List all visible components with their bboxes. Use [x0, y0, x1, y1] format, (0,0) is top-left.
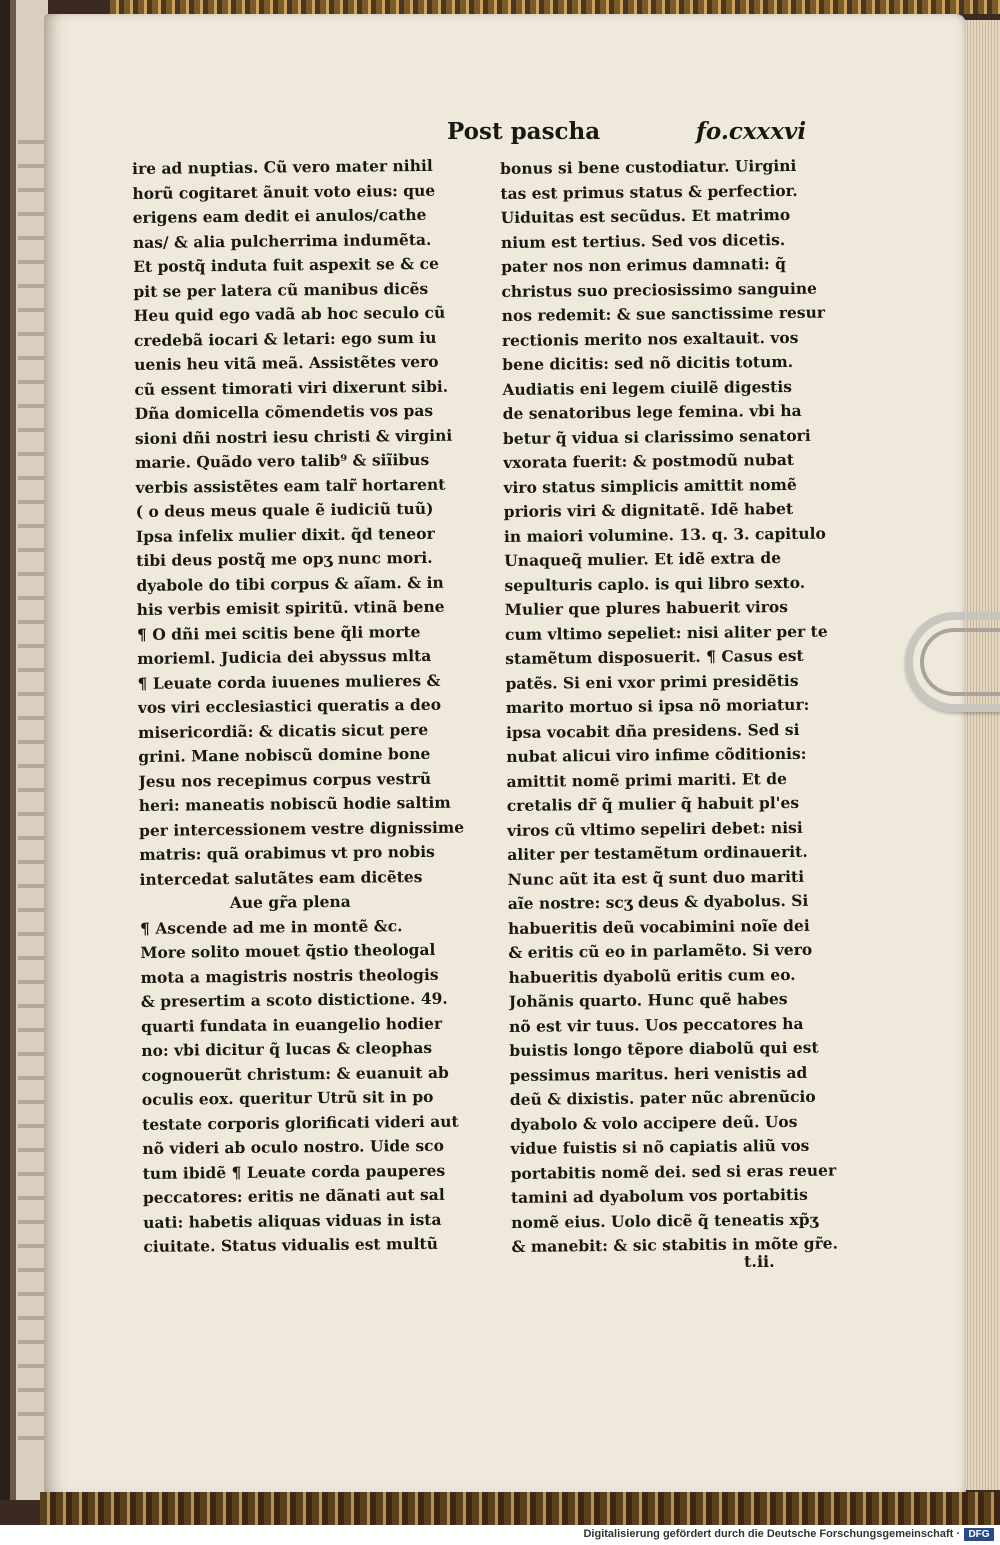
- text-line: tibi deus postq̃ me opʒ nunc mori.: [136, 547, 433, 570]
- text-line: ¶ Ascende ad me in montẽ &c.: [139, 915, 403, 938]
- text-line: betur q̃ vidua si clarissimo senatori: [502, 425, 811, 448]
- text-line: cũ essent timorati viri dixerunt sibi.: [134, 376, 449, 399]
- text-line: Jesu nos recepimus corpus vestrũ: [138, 768, 432, 791]
- text-line: ipsa vocabit dña presidens. Sed si: [505, 719, 800, 742]
- text-line: cretalis dr̃ q̃ mulier q̃ habuit pl'es: [506, 792, 800, 815]
- text-line: morieml. Judicia dei abyssus mlta: [137, 645, 432, 668]
- text-line: quarti fundata in euangelio hodier: [141, 1013, 443, 1036]
- text-line: Et postq̃ induta fuit aspexit se & ce: [133, 253, 439, 276]
- text-line: christus suo preciosissimo sanguine: [501, 278, 818, 301]
- text-line: dyabolo & volo accipere deũ. Uos: [510, 1111, 798, 1134]
- text-line: Mulier que plures habuerit viros: [504, 597, 788, 619]
- text-line: vxorata fuerit: & postmodũ nubat: [503, 449, 795, 472]
- text-line: vos viri ecclesiastici queratis a deo: [137, 694, 442, 717]
- text-line: heri: maneatis nobiscũ hodie saltim: [138, 792, 451, 815]
- text-line: erigens eam dedit ei anulos/cathe: [132, 204, 427, 227]
- text-line: Aue gr̃a plena: [229, 891, 351, 913]
- text-line: vidue fuistis si nõ capiatis aliũ vos: [510, 1135, 810, 1158]
- text-line: & presertim a scoto distictione. 49.: [140, 988, 448, 1011]
- text-line: pater nos non erimus damnati: q̃: [501, 254, 787, 276]
- text-line: intercedat salutãtes eam dicẽtes: [139, 866, 423, 889]
- text-line: Uiduitas est secũdus. Et matrimo: [500, 204, 791, 227]
- text-line: matris: quã orabimus vt pro nobis: [139, 841, 435, 864]
- text-line: sepulturis caplo. is qui libro sexto.: [504, 572, 806, 595]
- text-line: uati: habetis aliquas viduas in ista: [143, 1209, 442, 1232]
- text-line: buistis longo tẽpore diabolũ qui est: [509, 1037, 819, 1060]
- text-line: nas/ & alia pulcherrima indumẽta.: [132, 229, 432, 252]
- text-line: prioris viri & dignitatẽ. Idẽ habet: [503, 498, 794, 521]
- footer-bar: [0, 1525, 1000, 1545]
- text-line: Nunc aũt ita est q̃ sunt duo mariti: [507, 866, 805, 889]
- text-line: patẽs. Si eni vxor primi presidẽtis: [505, 670, 799, 693]
- text-line: Ipsa infelix mulier dixit. q̃d teneor: [135, 523, 435, 546]
- text-line: cum vltimo sepeliet: nisi aliter per te: [504, 621, 828, 644]
- text-line: grini. Mane nobiscũ domine bone: [138, 743, 431, 766]
- text-line: nium est tertius. Sed vos dicetis.: [500, 229, 786, 252]
- text-line: oculis eox. queritur Utrũ sit in po: [141, 1086, 434, 1109]
- text-line: marie. Quãdo vero talib⁹ & siĩibus: [135, 449, 430, 472]
- text-line: rectionis merito nos exaltauit. vos: [501, 327, 799, 350]
- text-line: de senatoribus lege femina. vbi ha: [502, 400, 802, 423]
- text-line: peccatores: eritis ne dãnati aut sal: [142, 1184, 445, 1207]
- text-line: More solito mouet q̃stio theologal: [140, 939, 436, 962]
- text-line: no: vbi dicitur q̃ lucas & cleophas: [141, 1037, 433, 1060]
- text-line: viros cũ vltimo sepeliri debet: nisi: [506, 817, 803, 840]
- text-line: uenis heu vitã meã. Assistẽtes vero: [134, 351, 439, 374]
- text-line: nomẽ eius. Uolo dicẽ q̃ teneatis xp̃ʒ: [511, 1209, 819, 1232]
- footer-credit: Digitalisierung gefördert durch die Deutsche Forschungsgemeinschaft ·: [583, 1528, 960, 1540]
- text-column-left: [132, 153, 499, 1259]
- text-line: tas est primus status & perfectior.: [500, 180, 798, 203]
- text-line: Unaqueq̃ mulier. Et idẽ extra de: [504, 548, 782, 570]
- text-line: Dña domicella cõmendetis vos pas: [134, 400, 434, 423]
- text-line: deũ & dixistis. pater nũc abrenũcio: [509, 1086, 816, 1109]
- text-line: pessimus maritus. heri venistis ad: [509, 1062, 808, 1085]
- text-line: nõ videri ab oculo nostro. Uide sco: [142, 1135, 444, 1158]
- text-line: tum ibidẽ ¶ Leuate corda pauperes: [142, 1160, 446, 1183]
- text-line: ciuitate. Status vidualis est multũ: [143, 1233, 439, 1256]
- text-line: stamẽtum disposuerit. ¶ Casus est: [505, 645, 804, 668]
- book-page: [44, 14, 966, 1496]
- text-line: nubat alicui viro infime cõditionis:: [506, 743, 807, 766]
- text-line: ¶ O dñi mei scitis bene q̃li morte: [136, 621, 421, 644]
- text-line: mota a magistris nostris theologis: [140, 964, 439, 987]
- page-edges: [962, 20, 1000, 1490]
- text-line: verbis assistẽtes eam talr̃ hortarent: [135, 474, 446, 497]
- signature-mark: t.ii.: [744, 1252, 775, 1271]
- binding-edge-top: [110, 0, 1000, 14]
- text-line: aĩe nostre: scʒ deus & dyabolus. Si: [507, 890, 809, 913]
- text-line: horũ cogitaret ãnuit voto eius: que: [132, 180, 436, 203]
- text-line: Audiatis eni legem ciuilẽ digestis: [502, 376, 792, 399]
- dfg-logo: DFG: [964, 1528, 994, 1541]
- text-column-right: [500, 153, 872, 1259]
- binding-edge-bottom: [40, 1492, 1000, 1525]
- text-line: habueritis deũ vocabimini noĩe dei: [507, 915, 810, 938]
- text-line: cognouerũt christum: & euanuit ab: [141, 1062, 449, 1085]
- facing-page-edge: [0, 0, 48, 1500]
- text-line: in maiori volumine. 13. q. 3. capitulo: [503, 523, 826, 546]
- text-line: bonus si bene custodiatur. Uirgini: [500, 155, 797, 178]
- text-line: per intercessionem vestre dignissime: [138, 817, 465, 840]
- text-line: aliter per testamẽtum ordinauerit.: [507, 841, 808, 864]
- text-line: bene dicitis: sed nõ dicitis totum.: [502, 351, 794, 374]
- text-line: portabitis nomẽ dei. sed si eras reuer: [510, 1160, 837, 1183]
- text-line: marito mortuo si ipsa nõ moriatur:: [505, 694, 810, 717]
- text-line: his verbis emisit spiritũ. vtinã bene: [136, 596, 445, 619]
- text-line: Heu quid ego vadã ab hoc seculo cũ: [133, 302, 446, 325]
- text-line: & eritis cũ eo in parlamẽto. Si vero: [508, 939, 813, 962]
- text-line: ( o deus meus quale ẽ iudiciũ tuũ): [135, 498, 434, 521]
- folio-number: fo.cxxxvi: [696, 118, 807, 145]
- text-line: nõ est vir tuus. Uos peccatores ha: [509, 1013, 804, 1036]
- text-line: viro status simplicis amittit nomẽ: [503, 474, 797, 497]
- text-line: dyabole do tibi corpus & aĩam. & in: [136, 572, 444, 595]
- text-line: Johãnis quarto. Hunc quẽ habes: [508, 989, 788, 1011]
- text-line: pit se per latera cũ manibus dicẽs: [133, 278, 429, 301]
- text-line: amittit nomẽ primi mariti. Et de: [506, 768, 787, 791]
- text-line: ire ad nuptias. Cũ vero mater nihil: [132, 155, 433, 178]
- text-line: misericordiã: & dicatis sicut pere: [137, 719, 429, 742]
- text-line: testate corporis glorificati videri aut: [142, 1111, 459, 1134]
- text-line: habueritis dyabolũ eritis cum eo.: [508, 964, 796, 987]
- text-line: tamini ad dyabolum vos portabitis: [510, 1184, 808, 1207]
- text-line: & manebit: & sic stabitis in mõte gr̃e.: [511, 1233, 839, 1256]
- text-line: ¶ Leuate corda iuuenes mulieres &: [137, 670, 441, 693]
- running-head: Post pascha: [447, 118, 601, 145]
- text-line: nos redemit: & sue sanctissime resur: [501, 302, 826, 325]
- facing-page-text: [18, 140, 46, 1440]
- text-line: sioni dñi nostri iesu christi & virgini: [134, 425, 453, 448]
- paper-clip-inner: [920, 628, 1000, 696]
- text-line: credebã iocari & letari: ego sum iu: [133, 327, 437, 350]
